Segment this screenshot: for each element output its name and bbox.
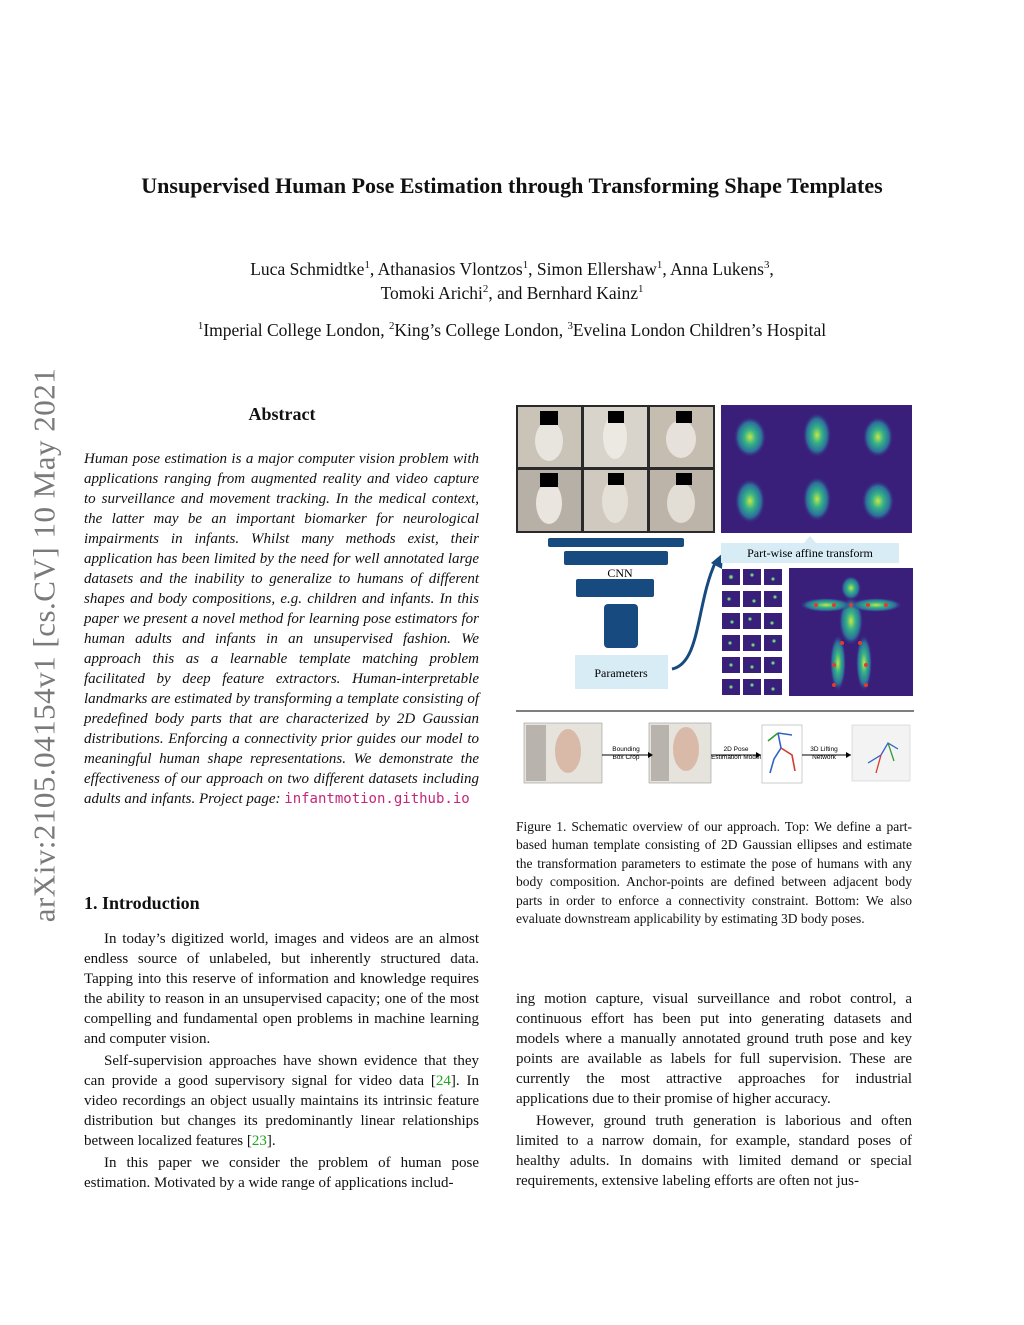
author-list: Luca Schmidtke$^1$, Athanasios Vlontzos$^1$, Simon Ellershaw$^1$, Anna Lukens$^3$, Tomoki Arichi$^2$, and Bernhard Kainz$^1$ [250, 259, 774, 303]
paragraph: Self-supervision approaches have shown evidence that they can provide a good supervisory signal for video data [24]. In video recordings an object usually maintains its intrinsic feature distribution but changes its predominantly linear relationships between localized features [23]. [84, 1053, 479, 1149]
bbox-label: Bounding [612, 746, 640, 753]
pose2d-label: Estimation Model [711, 754, 761, 761]
part-template-tiles [722, 569, 782, 695]
affiliations: $^1$Imperial College London, $^2$King’s College London, $^3$Evelina London Children’s Hospital [197, 320, 827, 340]
citation-link[interactable]: 24 [435, 1073, 451, 1089]
lift3d-label: 3D Lifting [810, 746, 838, 753]
author: Athanasios Vlontzos$^1$ [377, 259, 529, 279]
paper-title: Unsupervised Human Pose Estimation through Transforming Shape Templates [141, 173, 883, 198]
paragraph: In today’s digitized world, images and videos are an almost endless source of unlabeled, but inherently structured data. Tapping into this reserve of information and knowledge requires the ability to reason in an unsupervised capacity; one of the most compelling and fundamental open problems in machine learning and computer vision. [84, 931, 479, 1047]
author: Luca Schmidtke$^1$ [250, 259, 370, 279]
author: Anna Lukens$^3$ [670, 259, 770, 279]
lift3d-label: Network [812, 754, 836, 761]
arxiv-stamp: arXiv:2105.04154v1 [cs.CV] 10 May 2021 [26, 367, 61, 923]
figure-caption: Figure 1. Schematic overview of our approach. Top: We define a part-based human template consisting of 2D Gaussian ellipses and estimate the transformation parameters to estimate the pose of humans with any body composition. Anchor-points are defined between adjacent body parts in order to enforce a connectivity constraint. Bottom: We also evaluate downstream applicability by estimating 3D body poses. [516, 819, 912, 927]
author: Tomoki Arichi$^2$ [380, 283, 489, 303]
transform-arrow [672, 561, 716, 669]
affine-label: Part-wise affine transform [747, 546, 873, 560]
project-link[interactable]: infantmotion.github.io [284, 791, 470, 807]
paragraph: In this paper we consider the problem of human pose estimation. Motivated by a wide range of applications includ- [84, 1155, 479, 1191]
cnn-encoder [548, 538, 684, 648]
upward-arrow-icon [804, 536, 816, 543]
cnn-label: CNN [607, 566, 633, 580]
pipeline-row [524, 723, 910, 783]
affiliation: $^2$King’s College London [388, 320, 559, 340]
heatmap-grid [721, 405, 912, 533]
paragraph: ing motion capture, visual surveillance and robot control, a continuous effort has been put into generating datasets and models where a manually annotated ground truth pose and key points are available as labels for full supervision. These are currently the most attractive approaches for industrial applications due to their promise of higher accuracy. [516, 991, 912, 1107]
parameters-label: Parameters [594, 666, 648, 680]
right-column-body [516, 989, 912, 1193]
author: Simon Ellershaw$^1$ [536, 259, 663, 279]
figure-schematic [516, 403, 914, 805]
infant-photo-grid [516, 405, 715, 533]
introduction-body [84, 929, 479, 1195]
affiliation: $^1$Imperial College London [197, 320, 381, 340]
paragraph: However, ground truth generation is laborious and often limited to a narrow domain, for example, standard poses of healthy adults. In domains with limited demand or special requirements, extensive labeling efforts are often not jus- [516, 1113, 912, 1189]
bbox-label: Box Crop [612, 754, 640, 761]
abstract-heading: Abstract [248, 404, 316, 424]
human-template [789, 568, 913, 696]
affiliation: $^3$Evelina London Children’s Hospital [567, 320, 827, 340]
pose2d-label: 2D Pose [723, 746, 749, 753]
citation-link[interactable]: 23 [251, 1133, 267, 1149]
section-heading-introduction: 1. Introduction [84, 893, 200, 913]
author: Bernhard Kainz$^1$ [526, 283, 644, 303]
abstract-body: Human pose estimation is a major computer vision problem with applications ranging from augmented reality and video capture to surveillance and movement tracking. In the medical context, the latter may be an important biomarker for neurological impairments in infants. Whilst many methods exist, their application has been limited by the need for well annotated large datasets and the inability to generalize to humans of different shapes and body compositions, e.g. children and infants. In this paper we present a novel method for learning pose estimators for human adults and infants in an unsupervised fashion. We approach this as a learnable template matching problem facilitated by deep feature extractors. Human-interpretable landmarks are estimated by transforming a template consisting of predefined body parts that are characterized by 2D Gaussian distributions. Enforcing a connectivity prior guides our model to meaningful human shape representations. We demonstrate the effectiveness of our approach on two different datasets including adults and infants. Project page: infantmotion.github.io [84, 451, 479, 807]
